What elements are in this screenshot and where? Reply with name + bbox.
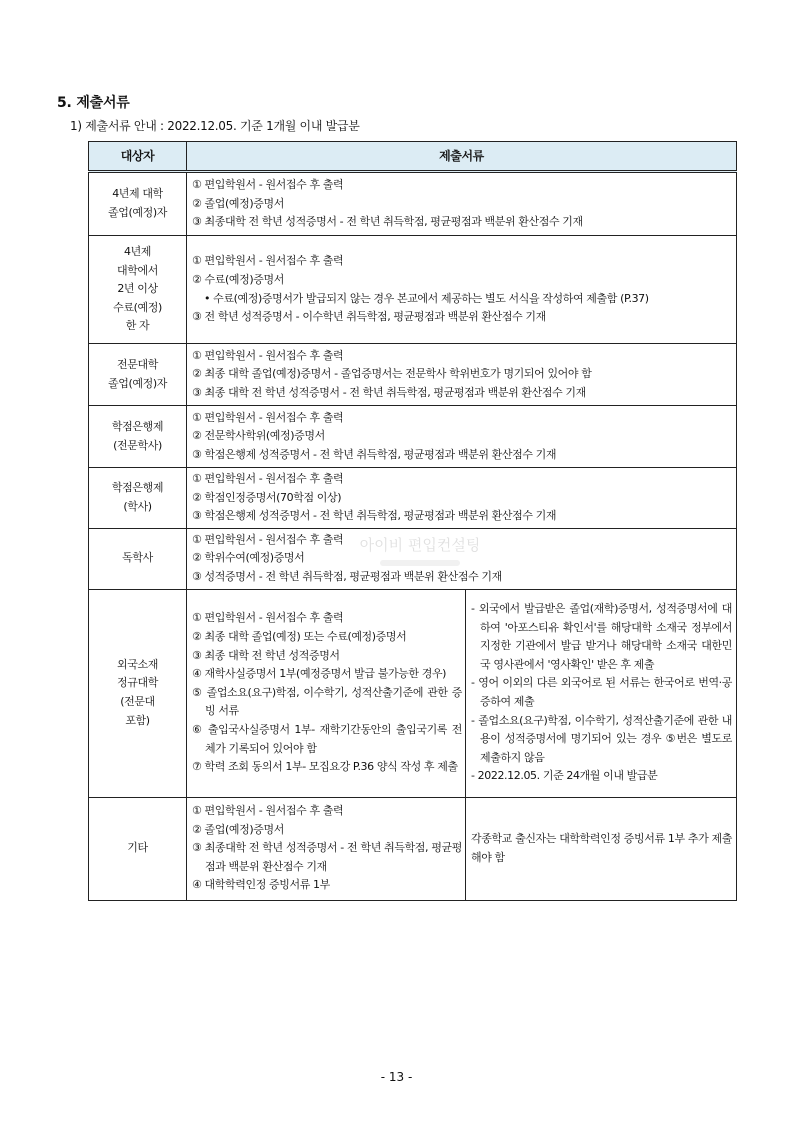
target-cell [89,589,187,797]
document-item: ③ 최종 대학 전 학년 성적증명서 - 전 학년 취득학점, 평균평점과 백분위 환산점수 기재 [192,385,586,399]
notes-cell [466,589,737,797]
table-row [89,589,737,797]
document-note: • 수료(예정)증명서가 발급되지 않는 경우 본교에서 제공하는 별도 서식을 작성하여 제출함 (P.37) [204,291,649,305]
documents-cell [187,344,737,406]
documents-cell [187,468,737,529]
target-line: 졸업(예정)자 [108,376,167,390]
note-item: - 외국에서 발급받은 졸업(재학)증명서, 성적증명서에 대하여 '아포스티유 확인서'를 해당대학 소재국 정부에서 지정한 기관에서 발급 받거나 해당대학 소재국 대한민국 영사관에서 '영사확인' 받은 후 제출 [471,602,732,671]
document-item: ① 편입학원서 - 원서접수 후 출력 [192,348,344,362]
document-item: ① 편입학원서 - 원서접수 후 출력 [192,178,344,192]
table-row [89,344,737,406]
target-line: 외국소재 [117,657,158,671]
target-line: (전문학사) [113,438,162,452]
document-item: ② 졸업(예정)증명서 [192,196,284,210]
document-item: ③ 전 학년 성적증명서 - 이수학년 취득학점, 평균평점과 백분위 환산점수 기재 [192,310,546,324]
notes-cell [466,797,737,900]
documents-cell [187,236,737,344]
section-title: 5. 제출서류 [57,95,130,111]
document-item: ③ 성적증명서 - 전 학년 취득학점, 평균평점과 백분위 환산점수 기재 [192,569,502,583]
target-cell [89,236,187,344]
document-item: ② 최종 대학 졸업(예정)증명서 - 졸업증명서는 전문학사 학위번호가 명기되어 있어야 함 [192,367,592,381]
target-line: 학점은행제 [111,481,164,495]
document-item: ② 전문학사학위(예정)증명서 [192,429,325,443]
note-item: 각종학교 출신자는 대학학력인정 증빙서류 1부 추가 제출해야 함 [471,831,732,864]
target-cell [89,797,187,900]
note-item: - 영어 이외의 다른 외국어로 된 서류는 한국어로 번역·공증하여 제출 [471,676,732,709]
document-item: ③ 최종 대학 전 학년 성적증명서 [192,648,340,662]
table-header-row [89,142,737,172]
document-item: ③ 학점은행제 성적증명서 - 전 학년 취득학점, 평균평점과 백분위 환산점수 기재 [192,509,557,523]
documents-cell [187,797,466,900]
target-line: 독학사 [122,551,153,565]
document-item: ② 학점인정증명서(70학점 이상) [192,490,342,504]
header-target: 대상자 [89,142,187,172]
target-line: 4년제 [123,245,152,259]
documents-table [88,141,737,901]
document-item: ① 편입학원서 - 원서접수 후 출력 [192,472,344,485]
document-item: ③ 학점은행제 성적증명서 - 전 학년 취득학점, 평균평점과 백분위 환산점수 기재 [192,447,557,461]
target-cell [89,172,187,236]
table-row [89,797,737,900]
document-item: ⑤ 졸업소요(요구)학점, 이수학기, 성적산출기준에 관한 증빙 서류 [192,685,462,718]
subtitle: 1) 제출서류 안내 : 2022.12.05. 기준 1개월 이내 발급분 [70,119,360,133]
target-line: (전문대 [120,695,155,709]
document-item: ② 최종 대학 졸업(예정) 또는 수료(예정)증명서 [192,629,407,643]
document-item: ② 졸업(예정)증명서 [192,822,284,836]
target-line: 한 자 [125,319,150,333]
documents-cell [187,406,737,468]
page-number: - 13 - [380,1070,413,1084]
target-line: 졸업(예정)자 [108,206,167,219]
document-item: ① 편입학원서 - 원서접수 후 출력 [192,804,344,818]
table-row [89,172,737,236]
target-line: 대학에서 [117,263,158,277]
target-line: (학사) [123,499,152,513]
target-cell [89,528,187,589]
document-item: ② 수료(예정)증명서 [192,272,284,286]
target-line: 정규대학 [117,676,158,690]
target-line: 기타 [127,841,148,855]
document-item: ③ 최종대학 전 학년 성적증명서 - 전 학년 취득학점, 평균평점과 백분위 환산점수 기재 [192,215,583,229]
target-line: 학점은행제 [111,419,164,433]
document-item: ③ 최종대학 전 학년 성적증명서 - 전 학년 취득학점, 평균평점과 백분위 환산점수 기재 [192,841,462,873]
table-row [89,528,737,589]
documents-cell [187,528,737,589]
note-item: - 졸업소요(요구)학점, 이수학기, 성적산출기준에 관한 내용이 성적증명서에 명기되어 있는 경우 ⑤번은 별도로 제출하지 않음 [471,713,732,764]
document-item: ④ 대학학력인정 증빙서류 1부 [192,878,330,892]
document-item: ① 편입학원서 - 원서접수 후 출력 [192,532,344,546]
document-item: ④ 재학사실증명서 1부(예정증명서 발급 불가능한 경우) [192,667,447,681]
target-line: 4년제 대학 [112,187,163,201]
document-item: ① 편입학원서 - 원서접수 후 출력 [192,410,344,424]
table-row [89,468,737,529]
document-item: ② 학위수여(예정)증명서 [192,551,305,565]
table-row [89,406,737,468]
table-row [89,236,737,344]
watermark-text: 아이비 편입컨설팅 [359,536,481,554]
document-item: ① 편입학원서 - 원서접수 후 출력 [192,254,344,268]
target-line: 전문대학 [117,357,158,371]
document-item: ① 편입학원서 - 원서접수 후 출력 [192,611,344,625]
note-item: - 2022.12.05. 기준 24개월 이내 발급분 [471,769,658,783]
target-line: 포함) [125,713,150,727]
target-cell [89,344,187,406]
documents-cell [187,172,737,236]
target-cell [89,406,187,468]
document-item: ⑥ 출입국사실증명서 1부- 재학기간동안의 출입국기록 전체가 기록되어 있어야 함 [192,722,462,755]
target-line: 2년 이상 [117,282,158,296]
document-item: ⑦ 학력 조회 동의서 1부- 모집요강 P.36 양식 작성 후 제출 [192,760,458,774]
target-line: 수료(예정) [113,300,162,314]
header-documents: 제출서류 [187,142,737,172]
documents-cell [187,589,466,797]
target-cell [89,468,187,529]
